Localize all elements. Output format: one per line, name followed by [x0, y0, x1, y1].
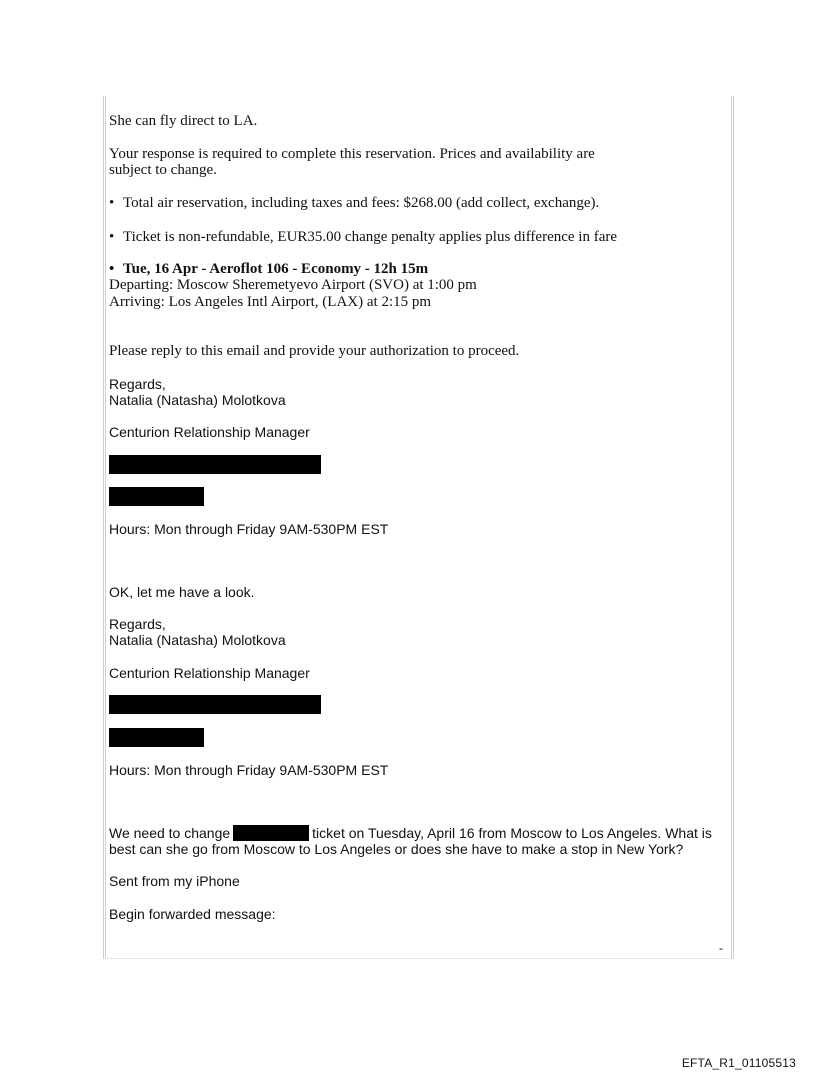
document-id: EFTA_R1_01105513	[681, 1056, 796, 1070]
request-text-start: We need to change	[109, 825, 231, 841]
forwarded-label: Begin forwarded message:	[109, 906, 276, 922]
response-required-text-cont: subject to change.	[109, 162, 217, 178]
signature-hours: Hours: Mon through Friday 9AM-530PM EST	[109, 762, 389, 778]
signature-regards: Regards,	[109, 376, 166, 392]
response-required-text: Your response is required to complete this reservation. Prices and availability are	[109, 146, 595, 162]
flight-header: • Tue, 16 Apr - Aeroflot 106 - Economy - 12h 15m	[109, 261, 428, 277]
request-line	[109, 825, 712, 841]
page-mark: -	[719, 941, 723, 955]
bullet-total-reservation: • Total air reservation, including taxes and fees: $268.00 (add collect, exchange).	[109, 195, 599, 211]
redaction-block	[109, 487, 204, 506]
bullet-ticket-policy: • Ticket is non-refundable, EUR35.00 change penalty applies plus difference in fare	[109, 229, 617, 245]
redaction-block	[109, 455, 321, 474]
intro-text: She can fly direct to LA.	[109, 113, 258, 129]
request-text-end: ticket on Tuesday, April 16 from Moscow to Los Angeles. What is	[312, 825, 712, 841]
departing-info: Departing: Moscow Sheremetyevo Airport (SVO) at 1:00 pm	[109, 277, 477, 293]
redaction-block	[109, 728, 204, 747]
request-line-cont: best can she go from Moscow to Los Angeles or does she have to make a stop in New York?	[109, 841, 684, 857]
signature-name: Natalia (Natasha) Molotkova	[109, 392, 286, 408]
sent-from: Sent from my iPhone	[109, 873, 240, 889]
arriving-info: Arriving: Los Angeles Intl Airport, (LAX) at 2:15 pm	[109, 294, 432, 310]
signature-title: Centurion Relationship Manager	[109, 665, 310, 681]
message-body: OK, let me have a look.	[109, 584, 255, 600]
signature-name: Natalia (Natasha) Molotkova	[109, 632, 286, 648]
reply-request: Please reply to this email and provide your authorization to proceed.	[109, 343, 520, 359]
signature-regards: Regards,	[109, 616, 166, 632]
signature-hours: Hours: Mon through Friday 9AM-530PM EST	[109, 521, 389, 537]
redaction-block	[109, 695, 321, 714]
redaction-inline	[233, 825, 309, 841]
signature-title: Centurion Relationship Manager	[109, 424, 310, 440]
